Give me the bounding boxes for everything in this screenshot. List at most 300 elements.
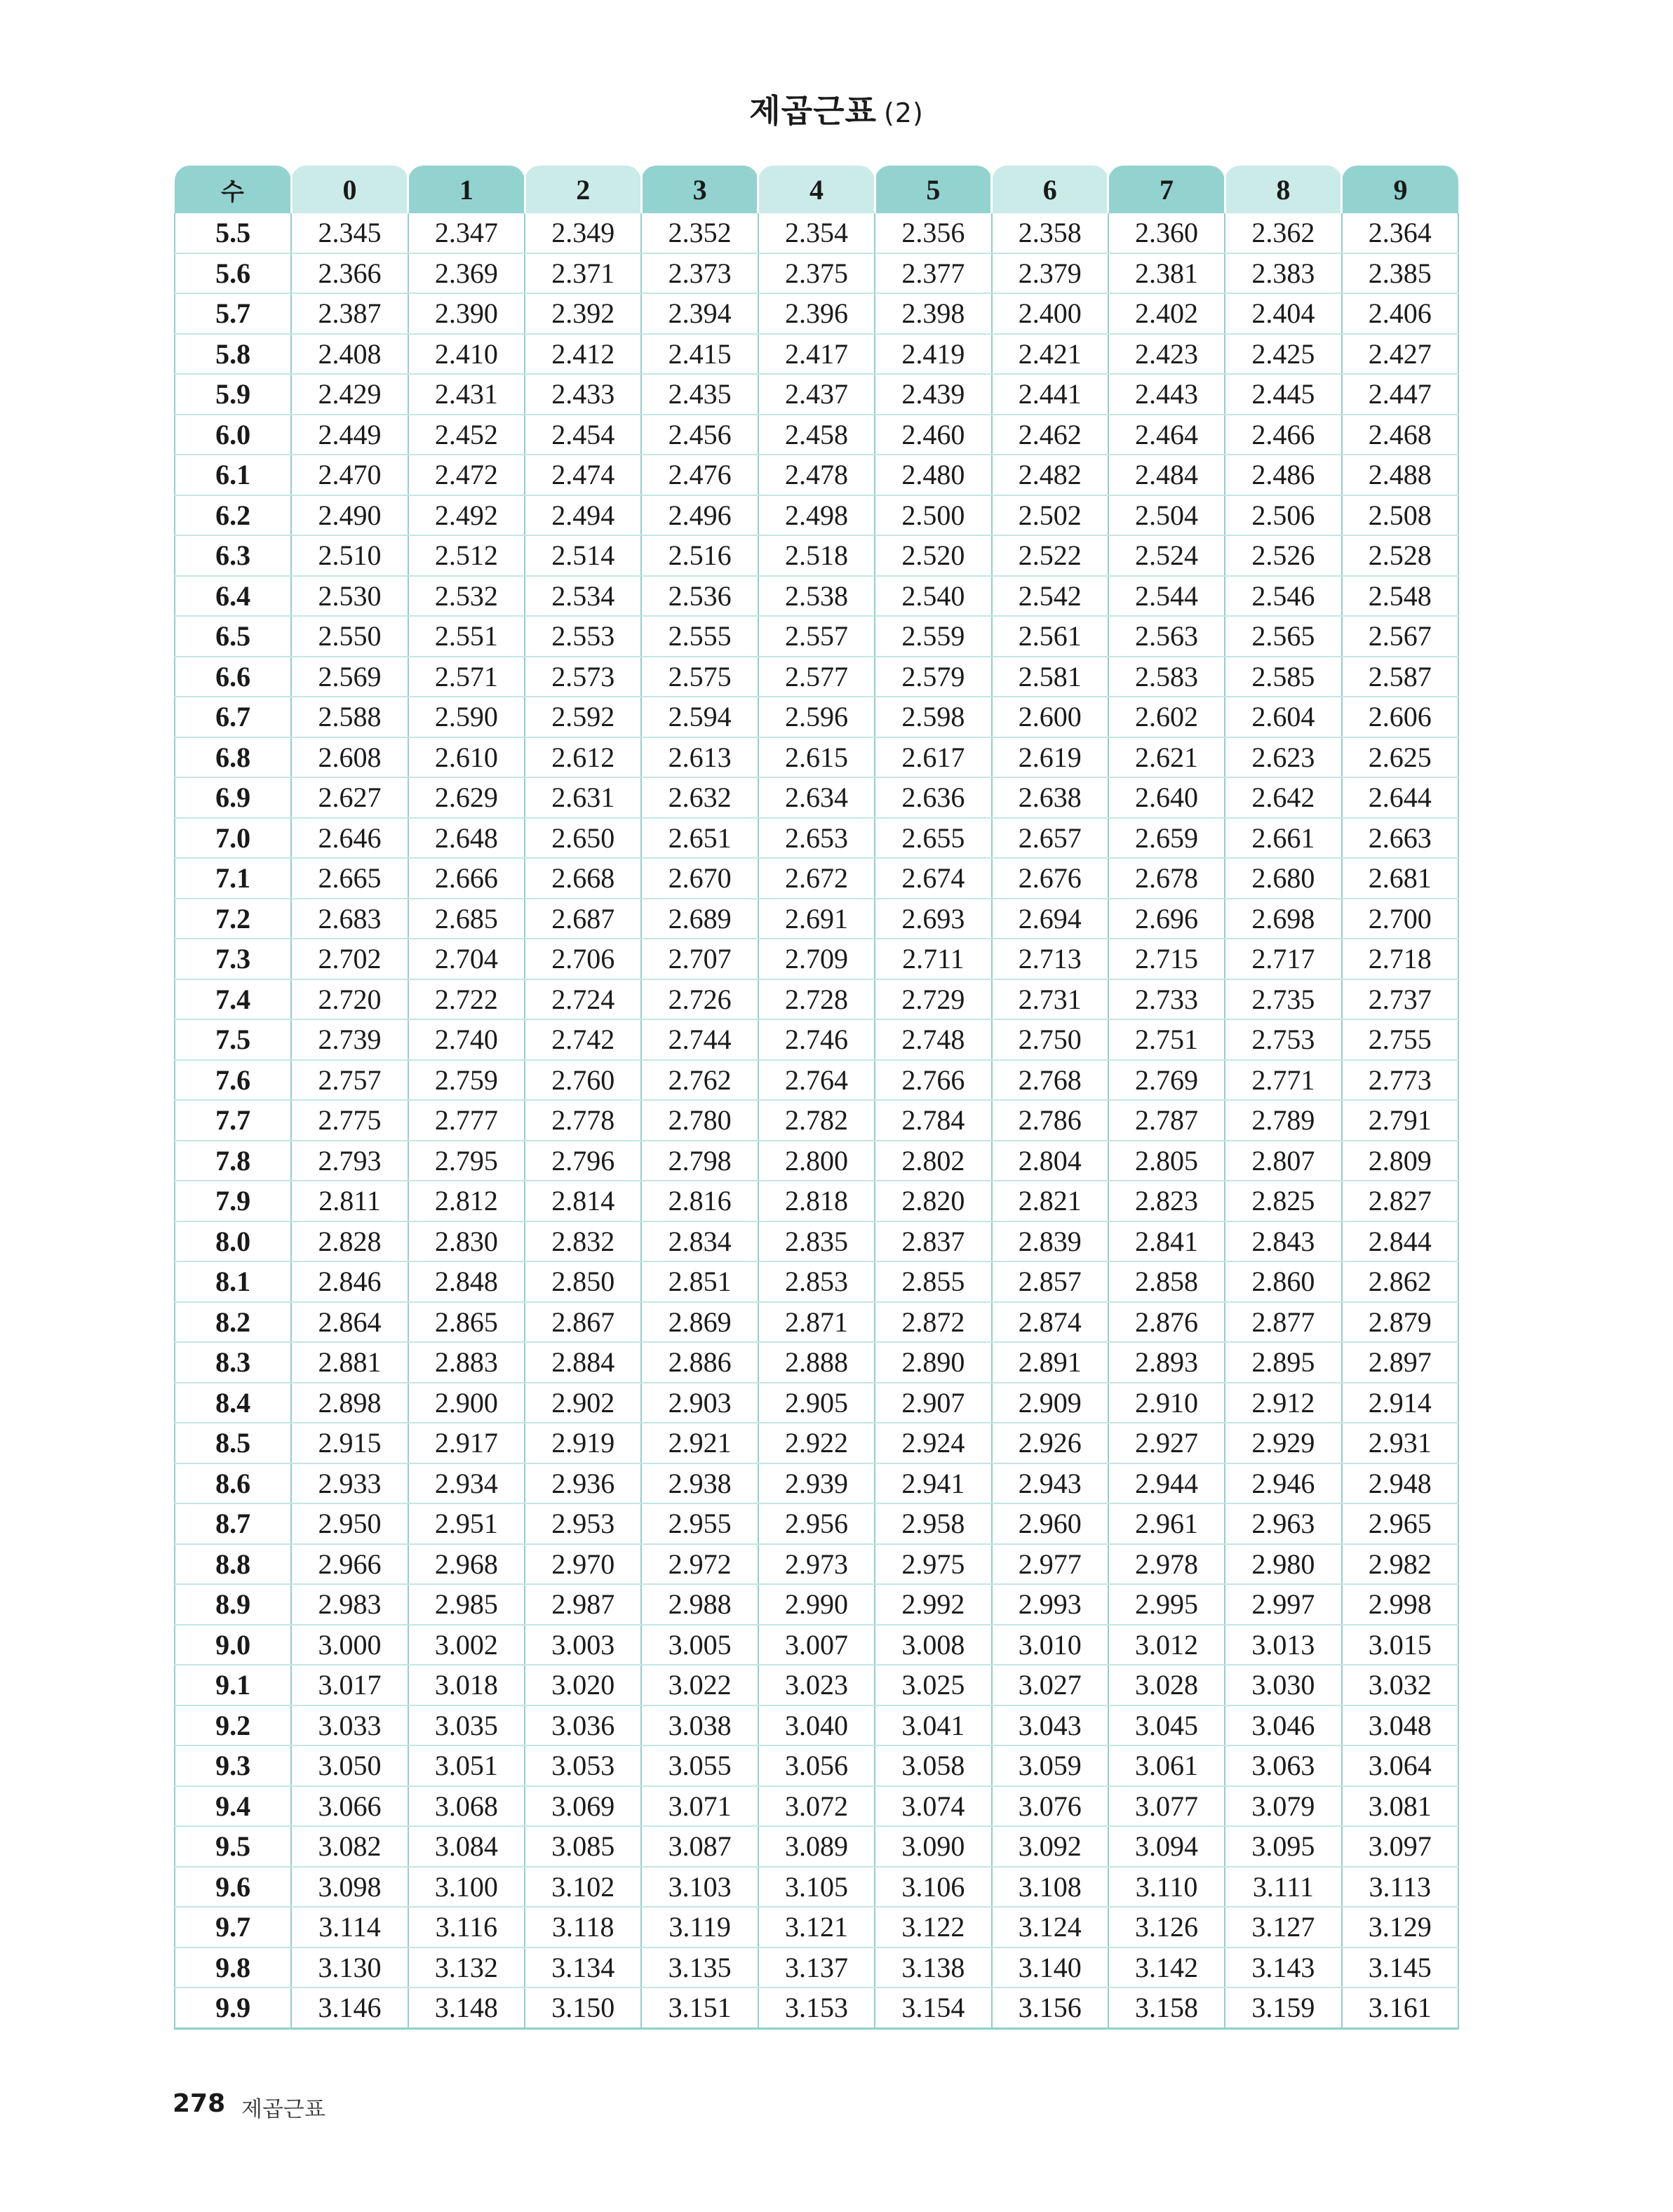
sqrt-value-cell: 2.577 — [758, 657, 875, 697]
column-header-8: 8 — [1225, 166, 1341, 213]
sqrt-value-cell: 3.111 — [1225, 1867, 1341, 1908]
square-root-table — [174, 166, 1459, 2030]
sqrt-value-cell: 2.520 — [875, 535, 991, 576]
sqrt-value-cell: 2.650 — [525, 818, 641, 859]
table-row — [175, 1826, 1458, 1867]
sqrt-value-cell: 2.823 — [1108, 1181, 1225, 1221]
sqrt-value-cell: 2.366 — [291, 253, 408, 294]
sqrt-value-cell: 2.982 — [1342, 1544, 1458, 1585]
sqrt-value-cell: 3.127 — [1225, 1907, 1341, 1948]
row-number-cell: 9.7 — [175, 1907, 291, 1948]
page-number: 278 — [173, 2089, 226, 2118]
sqrt-value-cell: 2.837 — [875, 1221, 991, 1262]
sqrt-value-cell: 2.377 — [875, 253, 991, 294]
table-row — [175, 1584, 1458, 1625]
sqrt-value-cell: 3.137 — [758, 1948, 875, 1988]
row-number-cell: 9.6 — [175, 1867, 291, 1908]
sqrt-value-cell: 2.646 — [291, 818, 408, 859]
row-number-cell: 7.2 — [175, 899, 291, 939]
sqrt-value-cell: 2.694 — [992, 899, 1108, 939]
sqrt-value-cell: 2.983 — [291, 1584, 408, 1625]
sqrt-value-cell: 2.867 — [525, 1302, 641, 1343]
sqrt-value-cell: 2.955 — [641, 1503, 758, 1544]
row-number-cell: 5.5 — [175, 213, 291, 253]
sqrt-value-cell: 2.474 — [525, 455, 641, 495]
sqrt-value-cell: 2.604 — [1225, 697, 1341, 737]
sqrt-value-cell: 2.950 — [291, 1503, 408, 1544]
sqrt-value-cell: 2.963 — [1225, 1503, 1341, 1544]
sqrt-value-cell: 2.707 — [641, 939, 758, 979]
sqrt-value-cell: 3.130 — [291, 1948, 408, 1988]
sqrt-value-cell: 2.739 — [291, 1019, 408, 1060]
sqrt-value-cell: 2.777 — [408, 1100, 525, 1141]
sqrt-value-cell: 2.653 — [758, 818, 875, 859]
row-number-cell: 6.5 — [175, 616, 291, 657]
sqrt-value-cell: 3.095 — [1225, 1826, 1341, 1867]
sqrt-value-cell: 2.352 — [641, 213, 758, 253]
sqrt-value-cell: 3.050 — [291, 1745, 408, 1786]
table-row — [175, 1019, 1458, 1060]
sqrt-value-cell: 2.452 — [408, 415, 525, 455]
sqrt-value-cell: 2.934 — [408, 1463, 525, 1504]
sqrt-value-cell: 2.724 — [525, 979, 641, 1020]
sqrt-value-cell: 2.648 — [408, 818, 525, 859]
table-row — [175, 334, 1458, 375]
sqrt-value-cell: 2.755 — [1342, 1019, 1458, 1060]
sqrt-value-cell: 3.043 — [992, 1705, 1108, 1746]
sqrt-value-cell: 2.526 — [1225, 535, 1341, 576]
table-row — [175, 374, 1458, 415]
sqrt-value-cell: 2.456 — [641, 415, 758, 455]
sqrt-value-cell: 3.135 — [641, 1948, 758, 1988]
sqrt-value-cell: 2.681 — [1342, 858, 1458, 899]
column-header-2: 2 — [525, 166, 641, 213]
sqrt-value-cell: 2.990 — [758, 1584, 875, 1625]
sqrt-value-cell: 2.443 — [1108, 374, 1225, 415]
row-number-cell: 9.8 — [175, 1948, 291, 1988]
sqrt-value-cell: 3.010 — [992, 1625, 1108, 1665]
sqrt-value-cell: 2.640 — [1108, 777, 1225, 818]
sqrt-value-cell: 2.356 — [875, 213, 991, 253]
table-row — [175, 979, 1458, 1020]
row-number-cell: 7.1 — [175, 858, 291, 899]
table-row — [175, 616, 1458, 657]
sqrt-value-cell: 3.017 — [291, 1665, 408, 1705]
sqrt-value-cell: 2.490 — [291, 495, 408, 536]
sqrt-value-cell: 3.008 — [875, 1625, 991, 1665]
sqrt-value-cell: 2.922 — [758, 1423, 875, 1463]
sqrt-value-cell: 2.400 — [992, 293, 1108, 334]
sqrt-value-cell: 3.077 — [1108, 1786, 1225, 1827]
sqrt-value-cell: 2.668 — [525, 858, 641, 899]
sqrt-value-cell: 2.914 — [1342, 1383, 1458, 1423]
sqrt-value-cell: 3.005 — [641, 1625, 758, 1665]
sqrt-value-cell: 3.064 — [1342, 1745, 1458, 1786]
sqrt-value-cell: 2.735 — [1225, 979, 1341, 1020]
sqrt-value-cell: 2.460 — [875, 415, 991, 455]
sqrt-value-cell: 2.619 — [992, 737, 1108, 778]
sqrt-value-cell: 2.563 — [1108, 616, 1225, 657]
sqrt-value-cell: 2.498 — [758, 495, 875, 536]
sqrt-value-cell: 2.441 — [992, 374, 1108, 415]
row-number-cell: 8.8 — [175, 1544, 291, 1585]
row-number-cell: 6.9 — [175, 777, 291, 818]
sqrt-value-cell: 2.670 — [641, 858, 758, 899]
sqrt-value-cell: 2.550 — [291, 616, 408, 657]
table-row — [175, 293, 1458, 334]
sqrt-value-cell: 3.103 — [641, 1867, 758, 1908]
sqrt-value-cell: 2.606 — [1342, 697, 1458, 737]
sqrt-value-cell: 3.143 — [1225, 1948, 1341, 1988]
table-row — [175, 576, 1458, 617]
sqrt-value-cell: 2.518 — [758, 535, 875, 576]
sqrt-value-cell: 2.800 — [758, 1141, 875, 1181]
sqrt-value-cell: 2.851 — [641, 1261, 758, 1302]
sqrt-value-cell: 3.033 — [291, 1705, 408, 1746]
sqrt-value-cell: 2.998 — [1342, 1584, 1458, 1625]
sqrt-value-cell: 2.897 — [1342, 1342, 1458, 1383]
sqrt-value-cell: 2.958 — [875, 1503, 991, 1544]
sqrt-value-cell: 2.678 — [1108, 858, 1225, 899]
sqrt-value-cell: 2.844 — [1342, 1221, 1458, 1262]
row-number-cell: 8.1 — [175, 1261, 291, 1302]
sqrt-value-cell: 2.621 — [1108, 737, 1225, 778]
sqrt-value-cell: 2.919 — [525, 1423, 641, 1463]
column-header-9: 9 — [1342, 166, 1458, 213]
table-row — [175, 1544, 1458, 1585]
sqrt-value-cell: 3.154 — [875, 1988, 991, 2028]
sqrt-value-cell: 2.860 — [1225, 1261, 1341, 1302]
sqrt-value-cell: 3.069 — [525, 1786, 641, 1827]
row-number-cell: 5.7 — [175, 293, 291, 334]
sqrt-value-cell: 2.567 — [1342, 616, 1458, 657]
table-row — [175, 899, 1458, 939]
sqrt-value-cell: 2.585 — [1225, 657, 1341, 697]
sqrt-value-cell: 2.573 — [525, 657, 641, 697]
sqrt-value-cell: 2.680 — [1225, 858, 1341, 899]
sqrt-value-cell: 2.390 — [408, 293, 525, 334]
table-header-row — [175, 166, 1458, 213]
sqrt-value-cell: 2.828 — [291, 1221, 408, 1262]
sqrt-value-cell: 2.672 — [758, 858, 875, 899]
sqrt-value-cell: 2.500 — [875, 495, 991, 536]
sqrt-value-cell: 2.853 — [758, 1261, 875, 1302]
sqrt-value-cell: 2.807 — [1225, 1141, 1341, 1181]
sqrt-value-cell: 3.092 — [992, 1826, 1108, 1867]
sqrt-value-cell: 2.820 — [875, 1181, 991, 1221]
sqrt-value-cell: 3.122 — [875, 1907, 991, 1948]
sqrt-value-cell: 2.791 — [1342, 1100, 1458, 1141]
sqrt-value-cell: 2.931 — [1342, 1423, 1458, 1463]
sqrt-value-cell: 2.881 — [291, 1342, 408, 1383]
row-number-cell: 6.8 — [175, 737, 291, 778]
sqrt-value-cell: 2.726 — [641, 979, 758, 1020]
sqrt-value-cell: 2.419 — [875, 334, 991, 375]
sqrt-value-cell: 2.890 — [875, 1342, 991, 1383]
sqrt-value-cell: 2.746 — [758, 1019, 875, 1060]
page-title — [0, 86, 1673, 135]
sqrt-value-cell: 2.565 — [1225, 616, 1341, 657]
sqrt-value-cell: 2.387 — [291, 293, 408, 334]
sqrt-value-cell: 2.427 — [1342, 334, 1458, 375]
column-header-1: 1 — [408, 166, 525, 213]
table-row — [175, 1665, 1458, 1705]
sqrt-value-cell: 3.129 — [1342, 1907, 1458, 1948]
sqrt-value-cell: 2.627 — [291, 777, 408, 818]
sqrt-value-cell: 2.973 — [758, 1544, 875, 1585]
sqrt-value-cell: 2.841 — [1108, 1221, 1225, 1262]
sqrt-value-cell: 2.522 — [992, 535, 1108, 576]
sqrt-value-cell: 2.447 — [1342, 374, 1458, 415]
sqrt-value-cell: 2.993 — [992, 1584, 1108, 1625]
table-row — [175, 1705, 1458, 1746]
sqrt-value-cell: 2.722 — [408, 979, 525, 1020]
sqrt-value-cell: 2.502 — [992, 495, 1108, 536]
table-row — [175, 777, 1458, 818]
sqrt-value-cell: 2.433 — [525, 374, 641, 415]
sqrt-value-cell: 3.027 — [992, 1665, 1108, 1705]
sqrt-value-cell: 3.015 — [1342, 1625, 1458, 1665]
sqrt-value-cell: 2.369 — [408, 253, 525, 294]
sqrt-value-cell: 2.980 — [1225, 1544, 1341, 1585]
sqrt-value-cell: 3.053 — [525, 1745, 641, 1786]
sqrt-value-cell: 2.691 — [758, 899, 875, 939]
sqrt-value-cell: 2.349 — [525, 213, 641, 253]
column-header-6: 6 — [992, 166, 1108, 213]
sqrt-value-cell: 2.468 — [1342, 415, 1458, 455]
sqrt-value-cell: 3.030 — [1225, 1665, 1341, 1705]
sqrt-value-cell: 2.379 — [992, 253, 1108, 294]
sqrt-value-cell: 2.796 — [525, 1141, 641, 1181]
sqrt-value-cell: 3.140 — [992, 1948, 1108, 1988]
table-row — [175, 1181, 1458, 1221]
table-row — [175, 1141, 1458, 1181]
sqrt-value-cell: 2.398 — [875, 293, 991, 334]
sqrt-value-cell: 2.464 — [1108, 415, 1225, 455]
table-row — [175, 1907, 1458, 1948]
row-number-cell: 7.5 — [175, 1019, 291, 1060]
sqrt-value-cell: 2.482 — [992, 455, 1108, 495]
page-title-main: 제곱근표 — [749, 92, 877, 130]
table-row — [175, 1625, 1458, 1665]
column-header-number: 수 — [175, 166, 291, 213]
sqrt-value-cell: 2.744 — [641, 1019, 758, 1060]
sqrt-value-cell: 2.888 — [758, 1342, 875, 1383]
sqrt-value-cell: 2.835 — [758, 1221, 875, 1262]
column-header-0: 0 — [291, 166, 408, 213]
sqrt-value-cell: 3.068 — [408, 1786, 525, 1827]
row-number-cell: 7.0 — [175, 818, 291, 859]
table-row — [175, 1423, 1458, 1463]
sqrt-value-cell: 2.992 — [875, 1584, 991, 1625]
column-header-7: 7 — [1108, 166, 1225, 213]
row-number-cell: 8.4 — [175, 1383, 291, 1423]
sqrt-value-cell: 3.146 — [291, 1988, 408, 2028]
sqrt-value-cell: 2.583 — [1108, 657, 1225, 697]
sqrt-value-cell: 2.879 — [1342, 1302, 1458, 1343]
sqrt-value-cell: 3.156 — [992, 1988, 1108, 2028]
sqrt-value-cell: 2.871 — [758, 1302, 875, 1343]
sqrt-value-cell: 2.548 — [1342, 576, 1458, 617]
sqrt-value-cell: 2.406 — [1342, 293, 1458, 334]
sqrt-value-cell: 2.915 — [291, 1423, 408, 1463]
sqrt-value-cell: 2.843 — [1225, 1221, 1341, 1262]
sqrt-value-cell: 2.929 — [1225, 1423, 1341, 1463]
sqrt-value-cell: 2.946 — [1225, 1463, 1341, 1504]
sqrt-value-cell: 2.718 — [1342, 939, 1458, 979]
sqrt-value-cell: 3.032 — [1342, 1665, 1458, 1705]
sqrt-value-cell: 3.108 — [992, 1867, 1108, 1908]
sqrt-value-cell: 2.960 — [992, 1503, 1108, 1544]
sqrt-value-cell: 2.715 — [1108, 939, 1225, 979]
sqrt-value-cell: 2.354 — [758, 213, 875, 253]
table-row — [175, 818, 1458, 859]
sqrt-value-cell: 3.059 — [992, 1745, 1108, 1786]
sqrt-value-cell: 2.951 — [408, 1503, 525, 1544]
sqrt-value-cell: 2.771 — [1225, 1060, 1341, 1101]
row-number-cell: 8.0 — [175, 1221, 291, 1262]
sqrt-value-cell: 2.651 — [641, 818, 758, 859]
table-row — [175, 1383, 1458, 1423]
sqrt-value-cell: 2.602 — [1108, 697, 1225, 737]
table-body — [175, 213, 1458, 2028]
sqrt-value-cell: 2.924 — [875, 1423, 991, 1463]
sqrt-value-cell: 2.642 — [1225, 777, 1341, 818]
sqrt-value-cell: 2.862 — [1342, 1261, 1458, 1302]
sqrt-value-cell: 2.544 — [1108, 576, 1225, 617]
sqrt-value-cell: 2.488 — [1342, 455, 1458, 495]
sqrt-value-cell: 2.559 — [875, 616, 991, 657]
sqrt-value-cell: 2.392 — [525, 293, 641, 334]
row-number-cell: 6.0 — [175, 415, 291, 455]
sqrt-value-cell: 2.484 — [1108, 455, 1225, 495]
sqrt-value-cell: 2.787 — [1108, 1100, 1225, 1141]
sqrt-value-cell: 2.903 — [641, 1383, 758, 1423]
sqrt-value-cell: 2.997 — [1225, 1584, 1341, 1625]
sqrt-value-cell: 2.786 — [992, 1100, 1108, 1141]
sqrt-value-cell: 2.750 — [992, 1019, 1108, 1060]
sqrt-value-cell: 2.404 — [1225, 293, 1341, 334]
sqrt-value-cell: 2.933 — [291, 1463, 408, 1504]
sqrt-value-cell: 3.158 — [1108, 1988, 1225, 2028]
sqrt-value-cell: 2.534 — [525, 576, 641, 617]
sqrt-value-cell: 2.795 — [408, 1141, 525, 1181]
sqrt-value-cell: 3.087 — [641, 1826, 758, 1867]
sqrt-value-cell: 2.872 — [875, 1302, 991, 1343]
sqrt-value-cell: 2.717 — [1225, 939, 1341, 979]
row-number-cell: 7.7 — [175, 1100, 291, 1141]
sqrt-value-cell: 2.827 — [1342, 1181, 1458, 1221]
sqrt-value-cell: 3.126 — [1108, 1907, 1225, 1948]
sqrt-value-cell: 3.124 — [992, 1907, 1108, 1948]
sqrt-value-cell: 2.644 — [1342, 777, 1458, 818]
sqrt-value-cell: 3.022 — [641, 1665, 758, 1705]
table-row — [175, 697, 1458, 737]
sqrt-value-cell: 3.055 — [641, 1745, 758, 1786]
sqrt-value-cell: 2.458 — [758, 415, 875, 455]
sqrt-value-cell: 2.421 — [992, 334, 1108, 375]
sqrt-value-cell: 2.760 — [525, 1060, 641, 1101]
sqrt-value-cell: 2.858 — [1108, 1261, 1225, 1302]
sqrt-value-cell: 2.905 — [758, 1383, 875, 1423]
sqrt-value-cell: 2.773 — [1342, 1060, 1458, 1101]
row-number-cell: 9.3 — [175, 1745, 291, 1786]
sqrt-value-cell: 2.360 — [1108, 213, 1225, 253]
sqrt-value-cell: 3.007 — [758, 1625, 875, 1665]
sqrt-value-cell: 2.759 — [408, 1060, 525, 1101]
sqrt-value-cell: 3.002 — [408, 1625, 525, 1665]
sqrt-value-cell: 3.134 — [525, 1948, 641, 1988]
sqrt-value-cell: 2.977 — [992, 1544, 1108, 1585]
sqrt-value-cell: 2.373 — [641, 253, 758, 294]
table-row — [175, 1463, 1458, 1504]
sqrt-value-cell: 2.789 — [1225, 1100, 1341, 1141]
sqrt-value-cell: 2.555 — [641, 616, 758, 657]
sqrt-value-cell: 2.561 — [992, 616, 1108, 657]
sqrt-value-cell: 2.793 — [291, 1141, 408, 1181]
sqrt-value-cell: 2.742 — [525, 1019, 641, 1060]
sqrt-value-cell: 2.514 — [525, 535, 641, 576]
sqrt-value-cell: 2.729 — [875, 979, 991, 1020]
sqrt-value-cell: 2.766 — [875, 1060, 991, 1101]
sqrt-value-cell: 3.040 — [758, 1705, 875, 1746]
sqrt-value-cell: 3.106 — [875, 1867, 991, 1908]
sqrt-value-cell: 2.988 — [641, 1584, 758, 1625]
row-number-cell: 8.5 — [175, 1423, 291, 1463]
sqrt-value-cell: 3.056 — [758, 1745, 875, 1786]
sqrt-value-cell: 2.629 — [408, 777, 525, 818]
row-number-cell: 7.4 — [175, 979, 291, 1020]
sqrt-value-cell: 2.780 — [641, 1100, 758, 1141]
sqrt-value-cell: 2.798 — [641, 1141, 758, 1181]
sqrt-value-cell: 2.528 — [1342, 535, 1458, 576]
sqrt-value-cell: 3.100 — [408, 1867, 525, 1908]
sqrt-value-cell: 3.072 — [758, 1786, 875, 1827]
sqrt-value-cell: 2.713 — [992, 939, 1108, 979]
sqrt-value-cell: 2.610 — [408, 737, 525, 778]
sqrt-value-cell: 2.938 — [641, 1463, 758, 1504]
sqrt-value-cell: 2.659 — [1108, 818, 1225, 859]
sqrt-value-cell: 2.740 — [408, 1019, 525, 1060]
sqrt-value-cell: 2.449 — [291, 415, 408, 455]
row-number-cell: 6.1 — [175, 455, 291, 495]
sqrt-value-cell: 3.098 — [291, 1867, 408, 1908]
sqrt-value-cell: 3.094 — [1108, 1826, 1225, 1867]
sqrt-value-cell: 2.429 — [291, 374, 408, 415]
sqrt-value-cell: 2.898 — [291, 1383, 408, 1423]
sqrt-value-cell: 2.579 — [875, 657, 991, 697]
sqrt-value-cell: 2.764 — [758, 1060, 875, 1101]
sqrt-value-cell: 2.784 — [875, 1100, 991, 1141]
sqrt-value-cell: 3.045 — [1108, 1705, 1225, 1746]
sqrt-value-cell: 2.751 — [1108, 1019, 1225, 1060]
sqrt-value-cell: 3.145 — [1342, 1948, 1458, 1988]
sqrt-value-cell: 2.728 — [758, 979, 875, 1020]
table-row — [175, 495, 1458, 536]
sqrt-value-cell: 2.437 — [758, 374, 875, 415]
sqrt-value-cell: 3.085 — [525, 1826, 641, 1867]
sqrt-value-cell: 2.476 — [641, 455, 758, 495]
sqrt-value-cell: 2.865 — [408, 1302, 525, 1343]
sqrt-value-cell: 3.018 — [408, 1665, 525, 1705]
sqrt-value-cell: 2.693 — [875, 899, 991, 939]
sqrt-value-cell: 2.953 — [525, 1503, 641, 1544]
sqrt-value-cell: 2.588 — [291, 697, 408, 737]
sqrt-value-cell: 2.753 — [1225, 1019, 1341, 1060]
sqrt-value-cell: 3.046 — [1225, 1705, 1341, 1746]
sqrt-value-cell: 2.665 — [291, 858, 408, 899]
sqrt-value-cell: 2.632 — [641, 777, 758, 818]
